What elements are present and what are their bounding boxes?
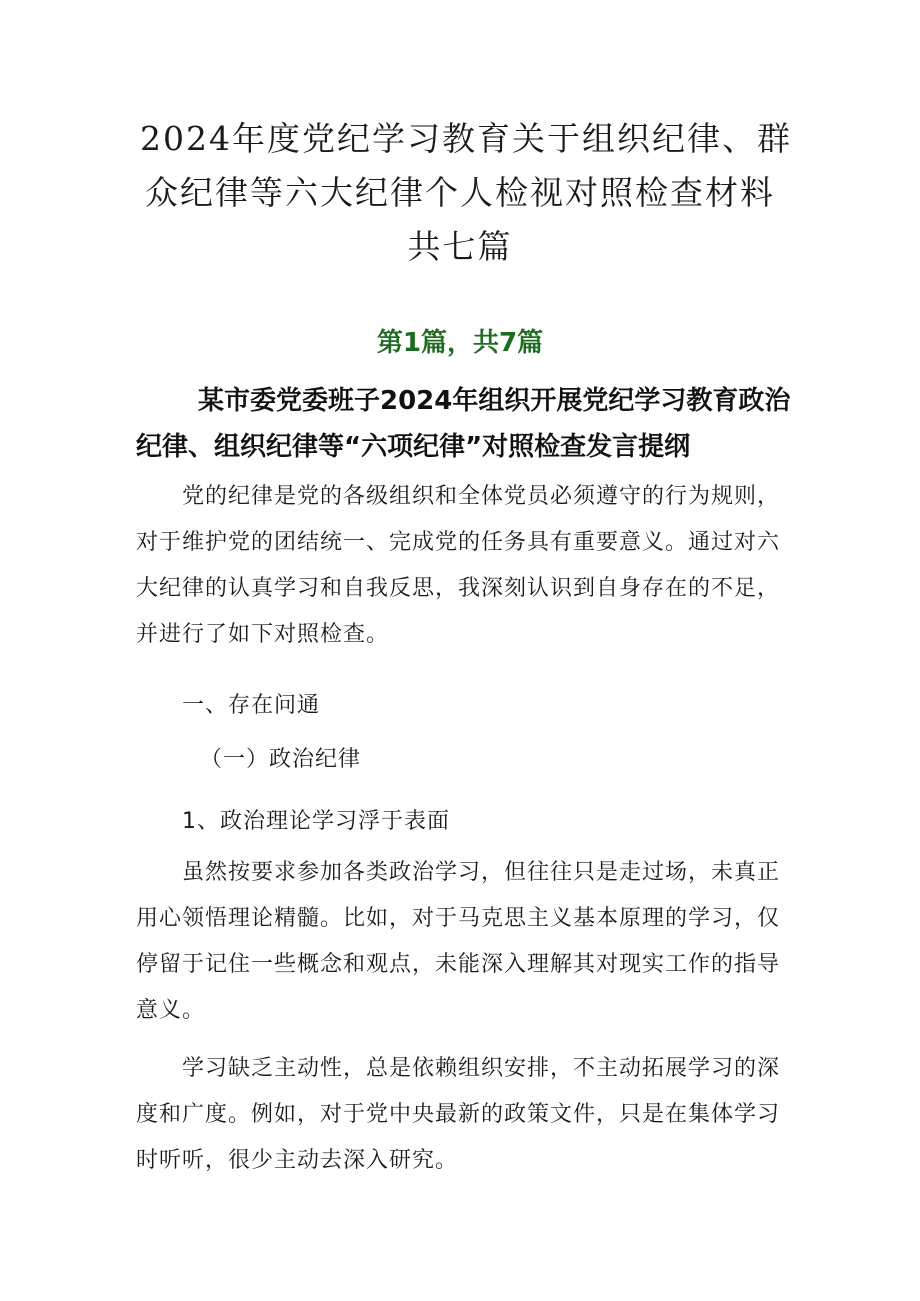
paragraph-line: 停留于记住一些概念和观点，未能深入理解其对现实工作的指导 — [136, 952, 781, 977]
title-line-3: 共七篇 — [407, 227, 513, 266]
title-line-1: 2024年度党纪学习教育关于组织纪律、群 — [140, 119, 792, 158]
body-paragraph-2 — [136, 1046, 796, 1184]
paragraph-line: 并进行了如下对照检查。 — [136, 622, 390, 647]
document-title — [140, 112, 792, 274]
heading-level-3: 1、政治理论学习浮于表面 — [182, 809, 450, 834]
intro-paragraph — [136, 474, 796, 658]
paragraph-line: 学习缺乏主动性，总是依赖组织安排，不主动拓展学习的深 — [182, 1056, 781, 1081]
body-paragraph-1 — [136, 850, 796, 1034]
paragraph-line: 意义。 — [136, 998, 206, 1023]
heading-level-2: （一）政治纪律 — [200, 747, 362, 772]
paragraph-line: 对于维护党的团结统一、完成党的任务具有重要意义。通过对六 — [136, 530, 781, 555]
paragraph-line: 用心领悟理论精髓。比如，对于马克思主义基本原理的学习，仅 — [136, 906, 781, 931]
paragraph-line: 时听听，很少主动去深入研究。 — [136, 1148, 459, 1173]
subtitle-line-1: 某市委党委班子2024年组织开展党纪学习教育政治 — [198, 386, 791, 416]
paragraph-line: 度和广度。例如，对于党中央最新的政策文件，只是在集体学习 — [136, 1102, 781, 1127]
paragraph-line: 党的纪律是党的各级组织和全体党员必须遵守的行为规则， — [182, 484, 781, 509]
section-label: 第1篇，共7篇 — [376, 328, 544, 358]
subtitle-line-2: 纪律、组织纪律等“六项纪律”对照检查发言提纲 — [136, 432, 691, 462]
article-subtitle — [136, 378, 796, 470]
heading-level-1: 一、存在问通 — [182, 693, 321, 718]
paragraph-line: 虽然按要求参加各类政治学习，但往往只是走过场，未真正 — [182, 860, 781, 885]
title-line-2: 众纪律等六大纪律个人检视对照检查材料 — [145, 173, 775, 212]
paragraph-line: 大纪律的认真学习和自我反思，我深刻认识到自身存在的不足， — [136, 576, 781, 601]
